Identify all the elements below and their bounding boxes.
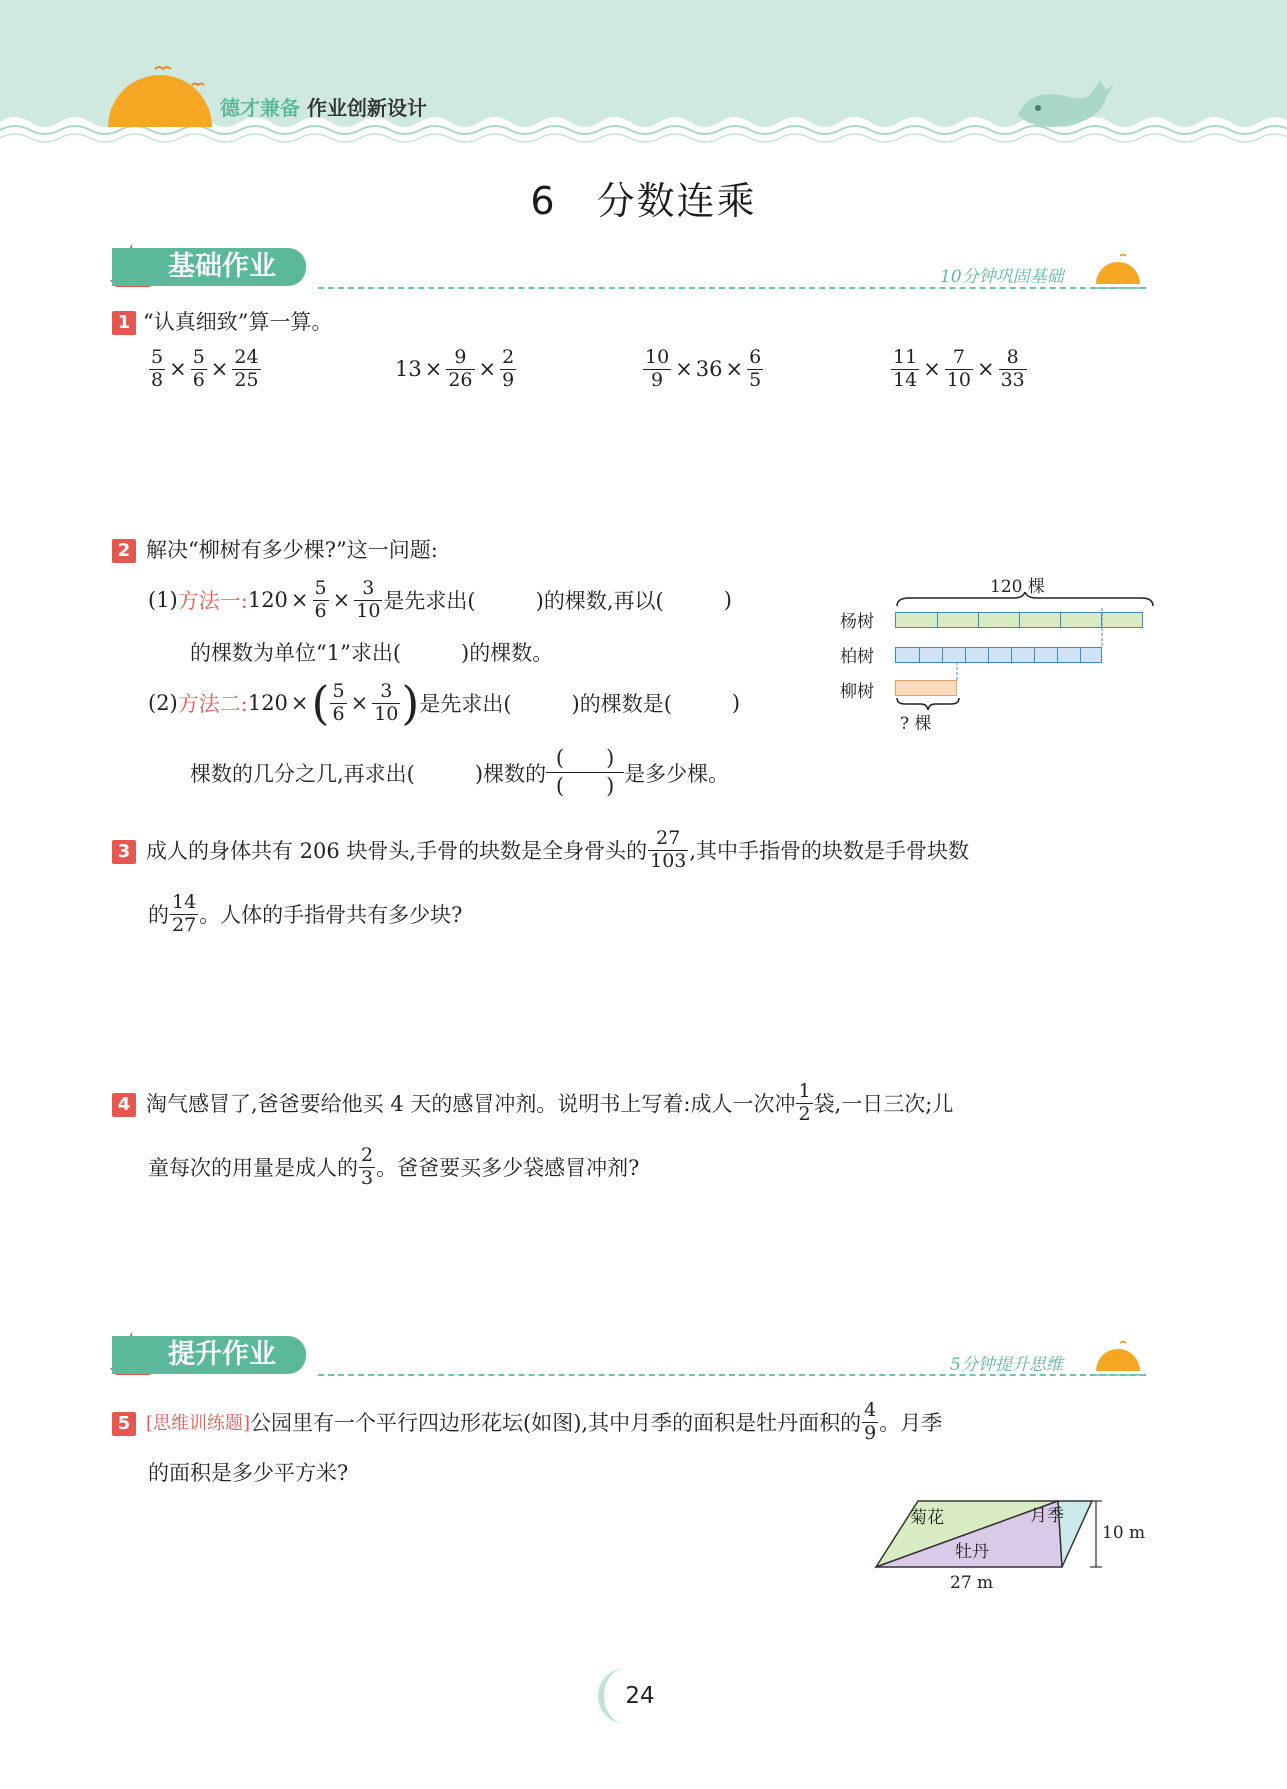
tree-label-bai: 柏树 bbox=[840, 647, 874, 667]
section-basic-divider bbox=[318, 287, 1146, 289]
page-title: 6 分数连乘 bbox=[530, 179, 757, 223]
q1-prompt: “认真细致”算一算。 bbox=[143, 310, 333, 334]
q1-expression-3: $\frac{10}{9}$ × 36 × $\frac{6}{5}$ bbox=[645, 346, 762, 391]
tree-bar-bai bbox=[895, 647, 1102, 663]
label-juhua: 菊花 bbox=[910, 1508, 944, 1528]
tree-total-label: 120 棵 bbox=[990, 577, 1045, 597]
tree-guide-line-2 bbox=[955, 662, 959, 682]
q1-expression-2: 13 × $\frac{9}{26}$ × $\frac{2}{9}$ bbox=[395, 346, 515, 391]
brand bbox=[220, 92, 427, 121]
question-number-5: 5 bbox=[112, 1412, 136, 1436]
label-base: 27 m bbox=[950, 1573, 994, 1593]
label-mudan: 牡丹 bbox=[955, 1542, 989, 1562]
tree-diagram bbox=[840, 572, 1150, 732]
question-number-2: 2 bbox=[112, 539, 136, 563]
q2-prompt: 解决“柳树有多少棵?”这一问题: bbox=[146, 538, 438, 562]
q4-line2: 童每次的用量是成人的 $\frac{2}{3}$ 。爸爸要买多少袋感冒冲剂? bbox=[148, 1144, 640, 1189]
tree-bar-yang bbox=[895, 612, 1143, 628]
tree-guide-line bbox=[1100, 608, 1104, 648]
q3-line1: 成人的身体共有 206 块骨头,手骨的块数是全身骨头的 $\frac{27}{103}$ ,其中手指骨的块数是手骨块数 bbox=[146, 827, 970, 872]
question-number-4: 4 bbox=[112, 1093, 136, 1117]
page-number: 24 bbox=[625, 1683, 655, 1709]
tree-label-yang: 杨树 bbox=[840, 612, 874, 632]
tree-bar-liu bbox=[895, 680, 957, 696]
q2-method1-line2: 的棵数为单位“1”求出( )的棵数。 bbox=[190, 641, 554, 665]
brand-part-b: 作业创新设计 bbox=[306, 96, 427, 120]
section-advanced-note: 5分钟提升思维 bbox=[950, 1355, 1063, 1375]
brand-part-a: 德才兼备 bbox=[220, 96, 300, 120]
sun-small-icon bbox=[1090, 250, 1150, 290]
q5-tag: [思维训练题] bbox=[146, 1413, 251, 1435]
tree-label-liu: 柳树 bbox=[840, 682, 874, 702]
q4-line1: 淘气感冒了,爸爸要给他买 4 天的感冒冲剂。说明书上写着:成人一次冲 $\frac{1}{2}$ 袋,一日三次;儿 bbox=[146, 1080, 954, 1125]
label-yueji: 月季 bbox=[1030, 1506, 1064, 1526]
section-basic-note: 10分钟巩固基础 bbox=[940, 267, 1064, 287]
tree-total-brace bbox=[895, 592, 1155, 608]
q2-method2-line1: (2) 方法二: 120 × ( $\frac{5}{6}$ × $\frac{3}{10}$ ) 是先求出( )的棵数是( ) bbox=[148, 676, 741, 730]
question-number-1: 1 bbox=[112, 311, 136, 335]
q3-line2: 的 $\frac{14}{27}$ 。人体的手指骨共有多少块? bbox=[148, 891, 463, 936]
garden-diagram bbox=[870, 1495, 1150, 1605]
q1-expression-4: $\frac{11}{14}$ × $\frac{7}{10}$ × $\frac{8}{33}$ bbox=[893, 346, 1025, 391]
tree-unknown-label: ? 棵 bbox=[900, 714, 932, 734]
section-advanced-label: 提升作业 bbox=[112, 1336, 306, 1374]
label-height: 10 m bbox=[1102, 1523, 1146, 1543]
q2-method2-line2: 棵数的几分之几,再求出( )棵数的 $\frac{( )}{( )}$ 是多少棵。 bbox=[190, 746, 730, 799]
q2-method1-line1: (1) 方法一: 120 × $\frac{5}{6}$ × $\frac{3}{10}$ 是先求出( )的棵数,再以( ) bbox=[148, 577, 732, 622]
question-number-3: 3 bbox=[112, 840, 136, 864]
sun-icon bbox=[100, 55, 220, 130]
sun-small-icon-2 bbox=[1090, 1337, 1150, 1377]
section-basic-label: 基础作业 bbox=[112, 248, 306, 286]
whale-icon bbox=[1010, 70, 1120, 132]
q5-line1: [思维训练题] 公园里有一个平行四边形花坛(如图),其中月季的面积是牡丹面积的 $\frac{4}{9}$ 。月季 bbox=[146, 1399, 943, 1444]
q1-expression-1: $\frac{5}{8}$ × $\frac{5}{6}$ × $\frac{24}{25}$ bbox=[151, 346, 259, 391]
q5-line2: 的面积是多少平方米? bbox=[148, 1461, 349, 1485]
